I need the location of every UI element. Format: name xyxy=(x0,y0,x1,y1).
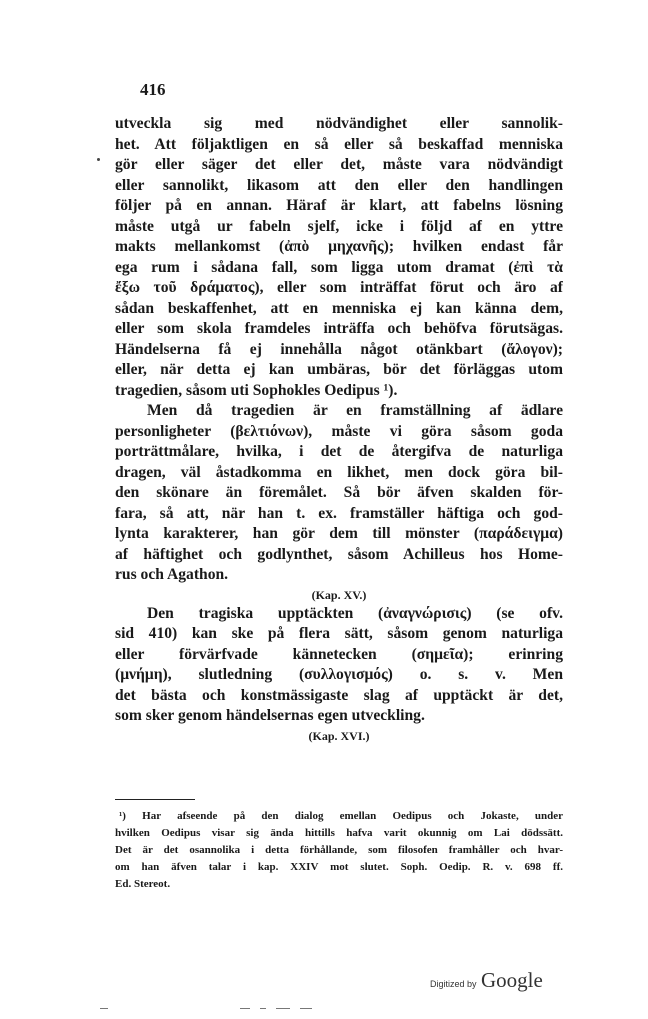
text-line: eller förvärfvade kännetecken (σημεῖα); erinring xyxy=(115,645,563,663)
text-line: personligheter (βελτιόνων), måste vi göra såsom goda xyxy=(115,422,563,440)
text-line: rus och Agathon. xyxy=(115,566,229,583)
text-line: som sker genom händelsernas egen utveckling. xyxy=(115,707,425,724)
text-line: Men då tragedien är en framställning af ädlare xyxy=(147,402,563,419)
page-number: 416 xyxy=(140,80,166,99)
text-line: eller, när detta ej kan umbäras, bör det förläggas utom xyxy=(115,361,563,378)
text-line: fara, så att, när han t. ex. framställer häftiga och god- xyxy=(115,504,563,522)
text-line: Den tragiska upptäckten (ἀναγνώρισις) (se ofv. xyxy=(147,604,563,622)
text-line: eller sannolikt, likasom att den eller den handlingen xyxy=(115,176,563,194)
text-line: den skönare än föremålet. Så bör äfven skalden för- xyxy=(115,484,563,501)
main-text xyxy=(115,114,563,745)
google-logo: Google xyxy=(480,968,543,992)
text-line: (μνήμη), slutledning (συλλογισμός) o. s. v. Men xyxy=(115,666,563,683)
footnote-line: ¹) Har afseende på den dialog emellan Oedipus och Jokaste, under xyxy=(119,810,563,822)
text-line: ἔξω τοῦ δράματος), eller som inträffat förut och äro af xyxy=(115,279,563,296)
text-line: följer på en annan. Häraf är klart, att fabelns lösning xyxy=(115,197,563,214)
text-line: porträttmålare, hvilka, i det de återgifva de naturliga xyxy=(115,443,563,460)
footnotes xyxy=(115,808,563,893)
text-line: dragen, väl åstadkomma en likhet, men dock göra bil- xyxy=(115,463,563,481)
text-line: tragedien, såsom uti Sophokles Oedipus ¹). xyxy=(115,381,398,399)
footnote-line: Det är det osannolika i detta förhållande, som filosofen framhåller och hvar- xyxy=(115,844,563,856)
text-line: måste utgå ur fabeln sjelf, icke i följd af en yttre xyxy=(115,217,563,235)
margin-mark xyxy=(97,158,100,161)
paragraph-1 xyxy=(115,114,563,401)
text-line: det bästa och konstmässigaste slag af upptäckt är det, xyxy=(115,686,563,704)
text-line: lynta karakterer, han gör dem till mönster (παράδειγμα) xyxy=(115,525,563,542)
text-line: sid 410) kan ske på flera sätt, såsom genom naturliga xyxy=(115,625,563,642)
text-line: het. Att följaktligen en så eller så beskaffad menniska xyxy=(115,135,563,153)
text-line: utveckla sig med nödvändighet eller sannolik- xyxy=(115,115,563,132)
chapter-ref-xvi: (Kap. XVI.) xyxy=(308,728,370,743)
text-line: gör eller säger det eller det, måste vara nödvändigt xyxy=(115,156,563,173)
footnote-line: Ed. Stereot. xyxy=(115,878,171,890)
digitization-watermark xyxy=(430,968,543,993)
paragraph-2 xyxy=(115,401,563,586)
text-line: af häftighet och godlynthet, såsom Achilleus hos Home- xyxy=(115,545,563,563)
footnote-line: hvilken Oedipus visar sig ända hittills hafva varit okunnig om Lai dödssätt. xyxy=(115,827,563,839)
text-line: sådan beskaffenhet, att en menniska ej kan känna dem, xyxy=(115,299,563,317)
text-line: eller som skola framdeles inträffa och behöfva förutsägas. xyxy=(115,320,563,337)
bottom-scan-marks xyxy=(100,1008,380,1009)
paragraph-3 xyxy=(115,604,563,727)
chapter-ref-xv: (Kap. XV.) xyxy=(311,587,367,602)
watermark-prefix: Digitized by xyxy=(430,979,477,989)
text-line: makts mellankomst (ἀπὸ μηχανῆς); hvilken endast får xyxy=(115,238,563,255)
footnote-rule xyxy=(115,799,195,800)
footnote-line: om han äfven talar i kap. XXIV mot slutet. Soph. Oedip. R. v. 698 ff. xyxy=(115,861,563,873)
text-line: ega rum i sådana fall, som ligga utom dramat (ἐπὶ τὰ xyxy=(115,258,563,276)
text-line: Händelserna få ej innehålla något otänkbart (ἄλογον); xyxy=(115,340,563,358)
